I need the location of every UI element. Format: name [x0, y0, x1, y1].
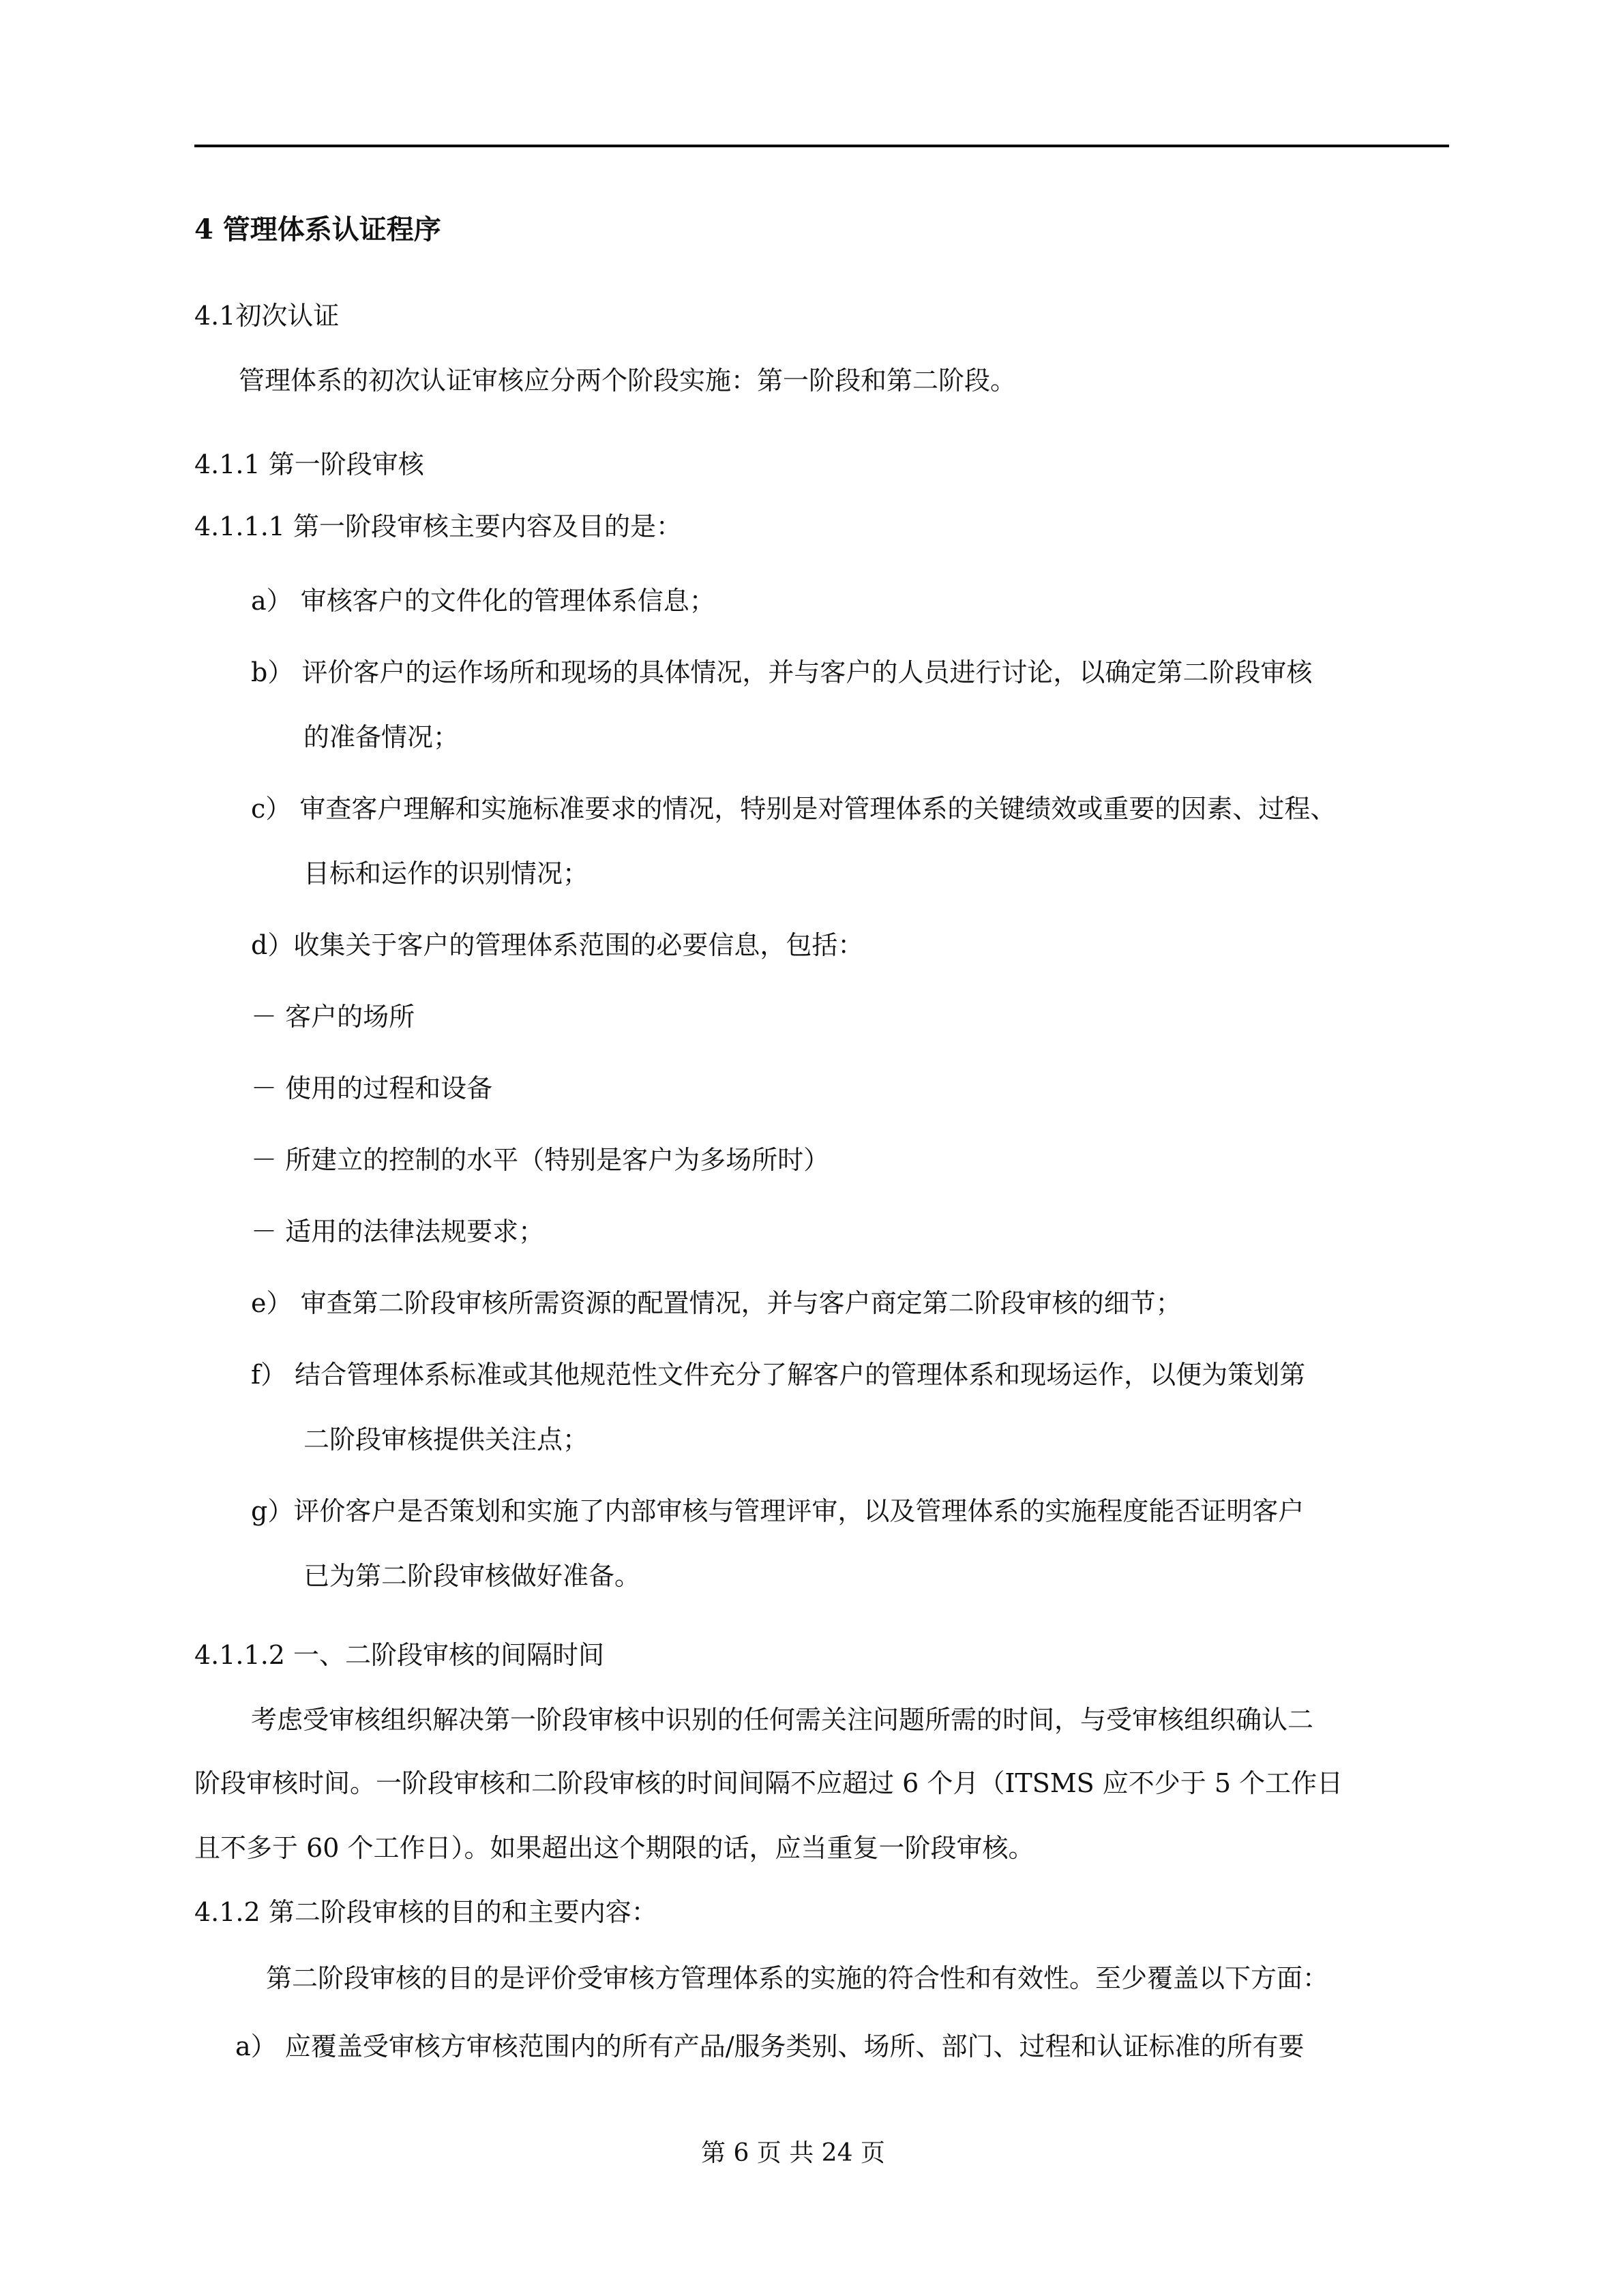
list-item: g）评价客户是否策划和实施了内部审核与管理评审，以及管理体系的实施程度能否证明客户 — [251, 1496, 1305, 1526]
subsection-title: 4.1.2 第二阶段审核的目的和主要内容： — [194, 1897, 657, 1927]
sub-list-item: － 所建立的控制的水平（特别是客户为多场所时） — [251, 1145, 830, 1175]
sub-list-item: － 适用的法律法规要求； — [251, 1217, 545, 1247]
list-item: e） 审查第二阶段审核所需资源的配置情况，并与客户商定第二阶段审核的细节； — [251, 1288, 1182, 1318]
sub-list-item: － 使用的过程和设备 — [251, 1073, 493, 1103]
subsection-title: 4.1.1 第一阶段审核 — [194, 449, 424, 479]
list-item-continuation: 已为第二阶段审核做好准备。 — [303, 1561, 641, 1591]
paragraph: 第二阶段审核的目的是评价受审核方管理体系的实施的符合性和有效性。至少覆盖以下方面： — [266, 1963, 1329, 1993]
list-item: a） 审核客户的文件化的管理体系信息； — [251, 586, 715, 616]
paragraph-line: 阶段审核时间。一阶段审核和二阶段审核的时间间隔不应超过 6 个月（ITSMS 应不少于 5 个工作日 — [194, 1768, 1343, 1798]
list-item: d）收集关于客户的管理体系范围的必要信息，包括： — [251, 930, 864, 960]
paragraph-line: 且不多于 60 个工作日）。如果超出这个期限的话，应当重复一阶段审核。 — [194, 1833, 1034, 1863]
page-footer: 第 6 页 共 24 页 — [701, 2139, 885, 2167]
sub-list-item: － 客户的场所 — [251, 1002, 415, 1032]
list-item-continuation: 目标和运作的识别情况； — [303, 859, 589, 889]
list-item: a） 应覆盖受审核方审核范围内的所有产品/服务类别、场所、部门、过程和认证标准的所有要 — [235, 2031, 1305, 2061]
paragraph: 管理体系的初次认证审核应分两个阶段实施：第一阶段和第二阶段。 — [239, 366, 1017, 396]
list-item: f） 结合管理体系标准或其他规范性文件充分了解客户的管理体系和现场运作，以便为策划第 — [251, 1360, 1306, 1390]
list-item: c） 审查客户理解和实施标准要求的情况，特别是对管理体系的关键绩效或重要的因素、过程、 — [251, 794, 1337, 824]
list-item-continuation: 二阶段审核提供关注点； — [303, 1425, 589, 1455]
subsection-title: 4.1初次认证 — [194, 301, 340, 331]
list-item-continuation: 的准备情况； — [303, 722, 460, 752]
section-heading: 4 管理体系认证程序 — [194, 213, 441, 245]
header-rule — [194, 145, 1449, 147]
paragraph-line: 考虑受审核组织解决第一阶段审核中识别的任何需关注问题所需的时间，与受审核组织确认二 — [251, 1705, 1314, 1735]
list-item: b） 评价客户的运作场所和现场的具体情况，并与客户的人员进行讨论，以确定第二阶段审核 — [251, 657, 1313, 687]
subsection-title: 4.1.1.1 第一阶段审核主要内容及目的是： — [194, 511, 683, 541]
subsection-title: 4.1.1.2 一、二阶段审核的间隔时间 — [194, 1640, 605, 1670]
